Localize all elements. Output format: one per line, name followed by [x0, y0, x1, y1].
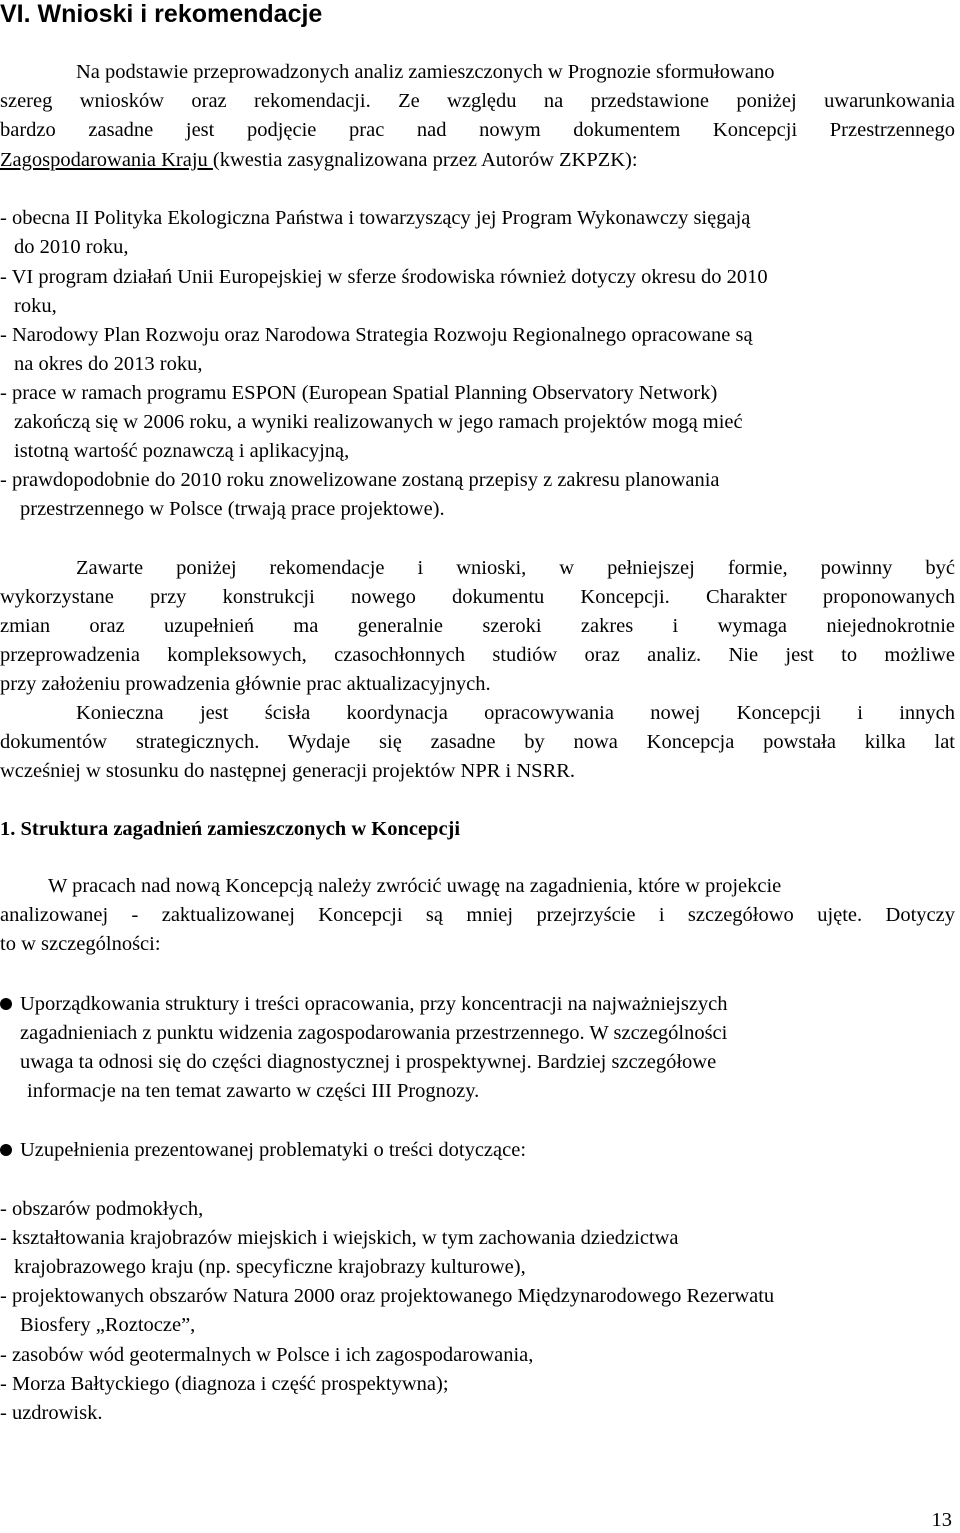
paragraph-line: wcześniej w stosunku do następnej generacji projektów NPR i NSRR.: [0, 760, 576, 782]
list-item: - uzdrowisk.: [0, 1402, 103, 1424]
list-item-cont: na okres do 2013 roku,: [14, 353, 203, 375]
list-item: - obecna II Polityka Ekologiczna Państwa i towarzyszący jej Program Wykonawczy sięgają: [0, 207, 751, 229]
list-item-cont: krajobrazowego kraju (np. specyficzne krajobrazy kulturowe),: [14, 1256, 526, 1278]
intro-line: bardzo zasadne jest podjęcie prac nad nowym dokumentem Koncepcji Przestrzennego: [0, 119, 955, 141]
paragraph-line: zmian oraz uzupełnień ma generalnie szeroki zakres i wymaga niejednokrotnie: [0, 615, 955, 637]
list-item: - projektowanych obszarów Natura 2000 oraz projektowanego Międzynarodowego Rezerwatu: [0, 1285, 775, 1307]
paragraph-line: Zawarte poniżej rekomendacje i wnioski, w pełniejszej formie, powinny być: [76, 557, 955, 579]
list-item-cont: roku,: [14, 295, 57, 317]
list-item: - kształtowania krajobrazów miejskich i wiejskich, w tym zachowania dziedzictwa: [0, 1227, 679, 1249]
list-item-cont: Biosfery „Roztocze”,: [20, 1314, 196, 1336]
list-item: - obszarów podmokłych,: [0, 1198, 204, 1220]
bullet-item-cont: uwaga ta odnosi się do części diagnostycznej i prospektywnej. Bardziej szczegółowe: [20, 1051, 717, 1073]
list-item-cont: zakończą się w 2006 roku, a wyniki realizowanych w jego ramach projektów mogą mieć: [14, 411, 743, 433]
list-item: - VI program działań Unii Europejskiej w sferze środowiska również dotyczy okresu do 2010: [0, 266, 768, 288]
section-heading: VI. Wnioski i rekomendacje: [0, 0, 323, 28]
list-item-cont: do 2010 roku,: [14, 236, 129, 258]
list-item: - zasobów wód geotermalnych w Polsce i ich zagospodarowania,: [0, 1344, 534, 1366]
bullet-item: Uporządkowania struktury i treści opracowania, przy koncentracji na najważniejszych: [20, 993, 728, 1015]
paragraph-line: to w szczególności:: [0, 933, 161, 955]
list-item: - Morza Bałtyckiego (diagnoza i część prospektywna);: [0, 1373, 449, 1395]
bullet-icon: [0, 998, 12, 1010]
bullet-item-cont: zagadnieniach z punktu widzenia zagospodarowania przestrzennego. W szczególności: [20, 1022, 728, 1044]
document-title-underlined: Zagospodarowania Kraju: [0, 149, 213, 171]
bullet-item-cont: informacje na ten temat zawarto w części III Prognozy.: [27, 1080, 480, 1102]
paragraph-line: dokumentów strategicznych. Wydaje się zasadne by nowa Koncepcja powstała kilka lat: [0, 731, 955, 753]
intro-line-rest: (kwestia zasygnalizowana przez Autorów ZKPZK):: [212, 149, 638, 171]
intro-line: szereg wniosków oraz rekomendacji. Ze względu na przedstawione poniżej uwarunkowania: [0, 90, 955, 112]
intro-line: Na podstawie przeprowadzonych analiz zamieszczonych w Prognozie sformułowano: [76, 61, 775, 83]
list-item: - Narodowy Plan Rozwoju oraz Narodowa Strategia Rozwoju Regionalnego opracowane są: [0, 324, 753, 346]
paragraph-line: wykorzystane przy konstrukcji nowego dokumentu Koncepcji. Charakter proponowanych: [0, 586, 955, 608]
paragraph-line: analizowanej - zaktualizowanej Koncepcji są mniej przejrzyście i szczegółowo ujęte. Dotyczy: [0, 904, 955, 926]
intro-line: [0, 148, 638, 172]
list-item-cont: przestrzennego w Polsce (trwają prace projektowe).: [20, 498, 445, 520]
paragraph-line: W pracach nad nową Koncepcją należy zwrócić uwagę na zagadnienia, które w projekcie: [48, 875, 782, 897]
list-item: - prawdopodobnie do 2010 roku znowelizowane zostaną przepisy z zakresu planowania: [0, 469, 720, 491]
paragraph-line: przeprowadzenia kompleksowych, czasochłonnych studiów oraz analiz. Nie jest to możliwe: [0, 644, 955, 666]
bullet-icon: [0, 1144, 12, 1156]
paragraph-line: przy założeniu prowadzenia głównie prac aktualizacyjnych.: [0, 673, 491, 695]
list-item-cont: istotną wartość poznawczą i aplikacyjną,: [14, 440, 350, 462]
bullet-item: Uzupełnienia prezentowanej problematyki o treści dotyczące:: [20, 1139, 527, 1161]
paragraph-line: Konieczna jest ścisła koordynacja opracowywania nowej Koncepcji i innych: [76, 702, 955, 724]
page-number: 13: [931, 1509, 952, 1531]
list-item: - prace w ramach programu ESPON (European Spatial Planning Observatory Network): [0, 382, 718, 404]
subsection-heading: 1. Struktura zagadnień zamieszczonych w Koncepcji: [0, 818, 461, 840]
